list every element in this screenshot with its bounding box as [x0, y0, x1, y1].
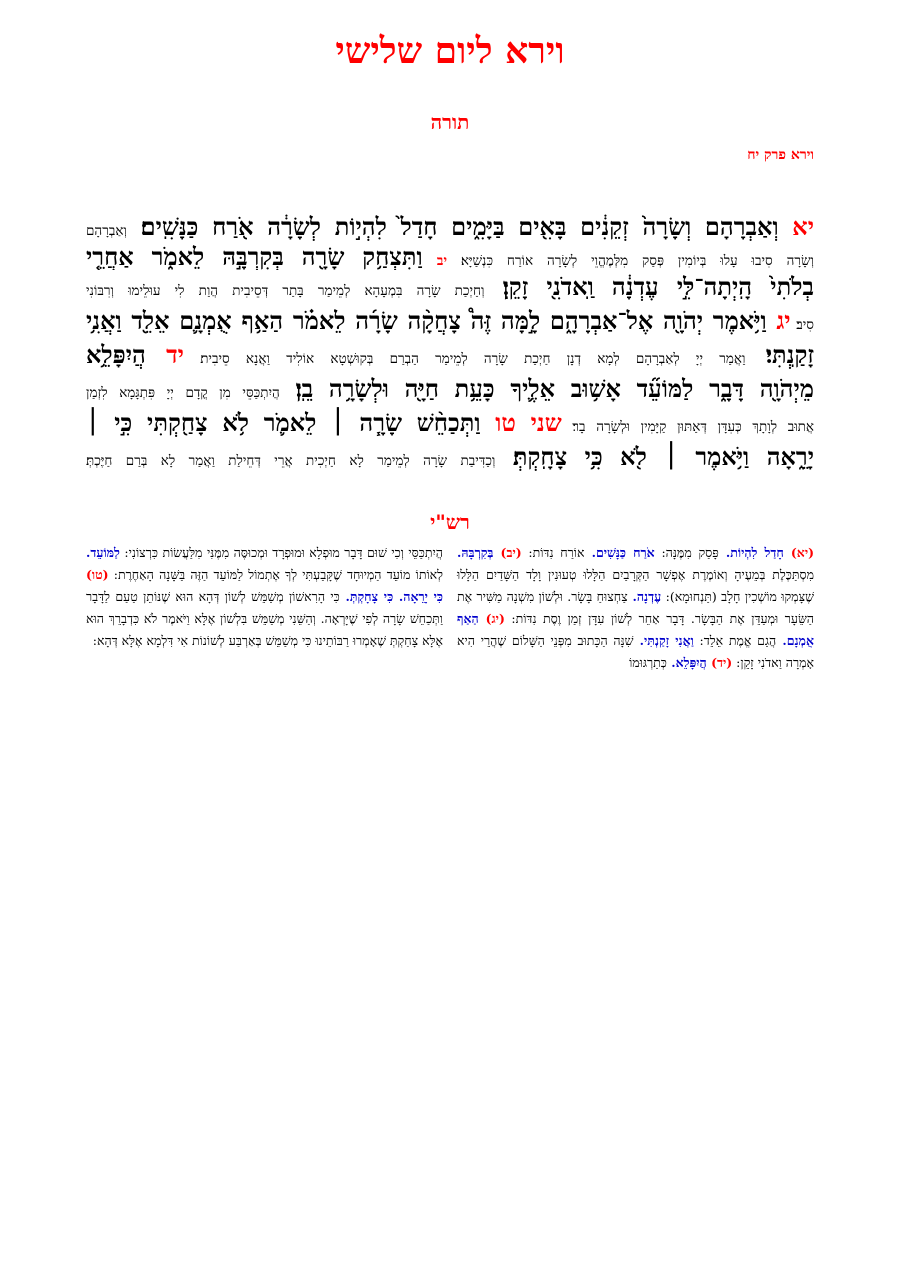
verse-text: וְאַבְרָהָם וְשָׂרָה֙ זְקֵנִ֔ים בָּאִ֖ים בַּיָּמִ֑ים חָדַל֙ לִהְי֣וֹת לְשָׂרָ֔ה אֹ֖רַח כַּנָּשִֽׁים׃	[126, 212, 779, 241]
verse-text: וַיֹּ֥אמֶר יְהֹוָ֖ה אֶל־אַבְרָהָ֑ם לָ֣מָּה זֶּה֩ צָחֲקָ֨ה שָׂרָ֜ה לֵאמֹ֗ר הַאַ֥ף אֻמְנָ֛ם אֵלֵ֖ד וַאֲנִ֥י	[86, 306, 767, 335]
rashi-text: צַחְצוּחַ בָּשָׂר. וּלְשׁוֹן מִשְׁנָה מַשִּׁיר אֶת הַשֵּׂעָר וּמְעַדֵּן אֶת הַבָּשָׂר. דָּבָר אַחֵר לְשׁוֹן עִדָּן זְמַן וֶסֶת נִדּוֹת:	[457, 589, 814, 626]
rashi-text: לְאוֹתוֹ מוֹעֵד הַמְיוּחָד שֶׁקָּבַעְתִּי לְךָ אֶתְמוֹל לַמּוֹעֵד הַזֶּה בַּשָּׁנָה הָאַחֶרֶת:	[108, 567, 443, 582]
text-line	[86, 338, 814, 372]
rashi-ref: (טו)	[86, 567, 109, 582]
rashi-heading-word: כִּי יָרֵאָה. כִּי צָחָקְתְּ.	[339, 589, 443, 604]
rashi-heading: רש"י	[430, 510, 470, 534]
rashi-text: מִסְתַּכֶּלֶת בְּמֵעֶיהָ וְאוֹמֶרֶת אֶפְשָׁר הַקְּרָבַיִם הַלָּלוּ טְעוּנִין וָלָד הַשָּׁדַיִם הַלָּלוּ שֶׁצָּמְקוּ מוֹשְׁכִין חָלָב (תַּנְחוּמָא):	[457, 567, 814, 604]
rashi-text: כְּתַרְגּוּמוֹ	[629, 655, 667, 670]
rashi-column-right	[457, 542, 814, 674]
targum-text: אֲתוּב לְוָתָךְ כְּעִדָּן דְּאַתּוּן קַיָּמִין וּלְשָׂרָה בָר׃	[561, 419, 814, 435]
rashi-text: הֲגַם אֱמֶת אֵלֵד:	[693, 633, 777, 648]
targum-text: הֲיִתְכַּסֵּי מִן קֳדָם יְיָ פִּתְגָּמָא לִזְמַן	[86, 385, 280, 401]
targum-text: סִיב׃	[790, 317, 814, 333]
torah-text	[86, 210, 814, 474]
verse-number: יד	[145, 340, 184, 369]
text-line	[86, 440, 814, 474]
rashi-text: אוֹרַח נִדּוֹת:	[521, 545, 585, 560]
rashi-text: הֲיִתְכַּסֵּי וְכִי שׁוּם דָּבָר מוּפְלָא וּמוּפְרָד וּמְכוּסֶּה מִמֶּנִּי מִלַּעֲשׂוֹת כִּרְצוֹנִי:	[119, 545, 443, 560]
verse-text: יָרֵ֑אָה וַיֹּ֥אמֶר ׀ לֹ֖א כִּ֥י צָחָֽקְתְּ׃	[495, 442, 814, 471]
rashi-heading-word: בְּקִרְבָּהּ.	[457, 545, 494, 560]
text-line	[86, 244, 814, 270]
verse-text: הֲיִפָּלֵ֥א	[86, 340, 146, 369]
verse-number: יב	[422, 253, 447, 269]
rashi-heading-word: הַאַף אֻמְנָם.	[457, 611, 814, 648]
verse-number: יג	[766, 306, 791, 335]
chapter-heading: וירא פרק יח	[747, 147, 814, 163]
rashi-heading-word: חָדַל לִהְיוֹת.	[718, 545, 784, 560]
rashi-ref: (יא)	[783, 545, 815, 560]
text-line	[86, 406, 814, 440]
section-heading: תורה	[430, 110, 470, 134]
rashi-text: פָּסַק מִמֶּנָּה:	[654, 545, 719, 560]
targum-text: וְשָׂרָה סִיבוּ עָלוּ בְּיוֹמִין פְּסַק מִלְּמֶהֱוֵי לְשָׂרָה אוֹרַח כִּנְשַׁיָּא׃	[446, 253, 814, 269]
targum-text: וְחַיְכַת שָׂרָה בִּמְעָהָא לְמֵימַר בָּתַר דְּסֵיבִית הֲוַת לִי עוּלֵימוּ וְרִבּוֹנִי	[86, 283, 485, 299]
targum-text: וְאַבְרָהָם	[86, 223, 127, 239]
rashi-heading-word: וַאֲנִי זָקַנְתִּי.	[633, 633, 694, 648]
text-line	[86, 304, 814, 338]
verse-number: שני טו	[480, 408, 562, 437]
rashi-ref: (יד)	[706, 655, 733, 670]
text-line	[86, 270, 814, 304]
verse-text: זָקַֽנְתִּי׃	[745, 340, 814, 369]
verse-text: מֵיְהֹוָ֖ה דָּבָ֑ר לַמּוֹעֵ֞ד אָשׁ֥וּב אֵלֶ֛יךָ כָּעֵ֥ת חַיָּ֖ה וּלְשָׂרָ֥ה בֵֽן׃	[279, 374, 814, 403]
rashi-heading-word: עֶדְנָה.	[627, 589, 662, 604]
rashi-heading-word: לַמּוֹעֵד.	[86, 545, 120, 560]
targum-text: וְכַדִּיבַת שָׂרָה לְמֵימַר לָא חַיְכִית אֲרֵי דְּחֵילַת וַאֲמַר לָא בְּרַם חַיֶּכְתְּ׃	[86, 453, 496, 469]
rashi-ref: (יב)	[493, 545, 522, 560]
page-title: וירא ליום שלישי	[335, 30, 565, 72]
rashi-column-left	[86, 542, 443, 652]
verse-text: וַתְּכַחֵ֨שׁ שָׂרָ֧ה ׀ לֵאמֹ֛ר לֹ֥א צָחַ֖קְתִּי כִּ֣י ׀	[86, 408, 481, 437]
rashi-text: שִׁנָּה הַכָּתוּב מִפְּנֵי הַשָּׁלוֹם שֶׁהֲרֵי הִיא אָמְרָה וַאדֹנִי זָקֵן:	[457, 633, 814, 670]
rashi-heading-word: הֲיִפָּלֵא.	[666, 655, 707, 670]
verse-number: יא	[778, 212, 814, 241]
rashi-text: כִּי הָרִאשׁוֹן מְשַׁמֵּשׁ לְשׁוֹן דְּהָא הוּא שֶׁנּוֹתֵן טַעַם לַדָּבָר וַתְּכַחֵשׁ שָׂרָה לְפִי שֶׁיָּרְאָה. וְהַשֵּׁנִי מְשַׁמֵּשׁ בִּלְשׁוֹן אֶלָּא וַיֹּאמֶר לֹא כִּדְבָרֵךְ הוּא אֶלָּא צָחַקְתְּ שֶׁאָמְרוּ רַבּוֹתֵינוּ כִּי מְשַׁמֵּשׁ בְּאַרְבַּע לְשׁוֹנוֹת אִי דִּלְמָא אֶלָּא דְּהָא:	[86, 589, 443, 648]
verse-text: וַתִּצְחַ֥ק שָׂרָ֖ה בְּקִרְבָּ֣הּ לֵאמֹ֑ר אַחֲרֵ֤י	[86, 244, 423, 270]
verse-text: בְלֹתִי֙ הָֽיְתָה־לִּ֣י עֶדְנָ֔ה וַֽאדֹנִ֖י זָקֵֽן׃	[484, 272, 814, 301]
text-line	[86, 210, 814, 244]
text-line	[86, 372, 814, 406]
rashi-ref: (יג)	[478, 611, 505, 626]
targum-text: וַאֲמַר יְיָ לְאַבְרָהָם לְמָא דְנָן חַיְכַת שָׂרָה לְמֵימַר הַבְרַם בְּקוּשְׁטָא אוֹלִיד וַאֲנָא סֵיבִית׃	[183, 351, 746, 367]
rashi-heading-word: אֹרַח כַּנָּשִׁים.	[584, 545, 655, 560]
